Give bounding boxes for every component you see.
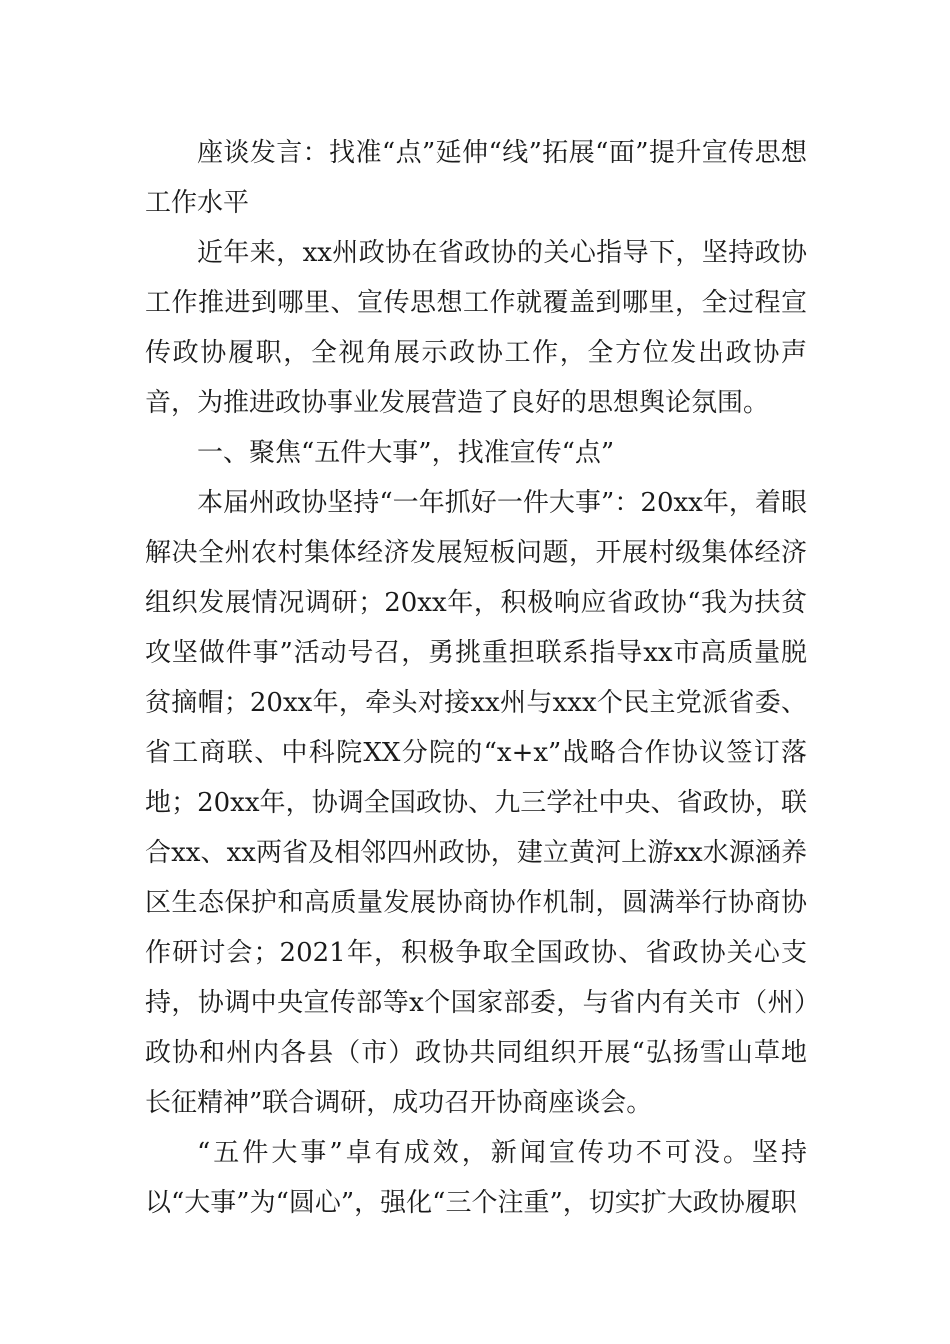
section-heading-1: 一、聚焦“五件大事”，找准宣传“点” [197, 438, 615, 468]
paragraph-five-events: 本届州政协坚持“一年抓好一件大事”：20xx年，着眼解决全州农村集体经济发展短板问题，开展村级集体经济组织发展情况调研；20xx年，积极响应省政协“我为扶贫攻坚做件事”活动号召，勇挑重担联系指导xx市高质量脱贫摘帽；20xx年，牵头对接xx州与xxx个民主党派省委、省工商联、中科院XX分院的“x+x”战略合作协议签订落地；20xx年，协调全国政协、九三学社中央、省政协，联合xx、xx两省及相邻四州政协，建立黄河上游xx水源涵养区生态保护和高质量发展协商协作机制，圆满举行协商协作研讨会；2021年，积极争取全国政协、省政协关心支持，协调中央宣传部等x个国家部委，与省内有关市（州）政协和州内各县（市）政协共同组织开展“弘扬雪山草地长征精神”联合调研，成功召开协商座谈会。 [145, 488, 807, 1118]
paragraph-publicity: “五件大事”卓有成效，新闻宣传功不可没。坚持以“大事”为“圆心”，强化“三个注重”，切实扩大政协履职 [145, 1138, 807, 1218]
document-title: 座谈发言：找准“点”延伸“线”拓展“面”提升宣传思想工作水平 [145, 138, 807, 218]
paragraph-intro: 近年来，xx州政协在省政协的关心指导下，坚持政协工作推进到哪里、宣传思想工作就覆盖到哪里，全过程宣传政协履职，全视角展示政协工作，全方位发出政协声音，为推进政协事业发展营造了良好的思想舆论氛围。 [145, 238, 807, 418]
document-body [145, 128, 807, 1228]
